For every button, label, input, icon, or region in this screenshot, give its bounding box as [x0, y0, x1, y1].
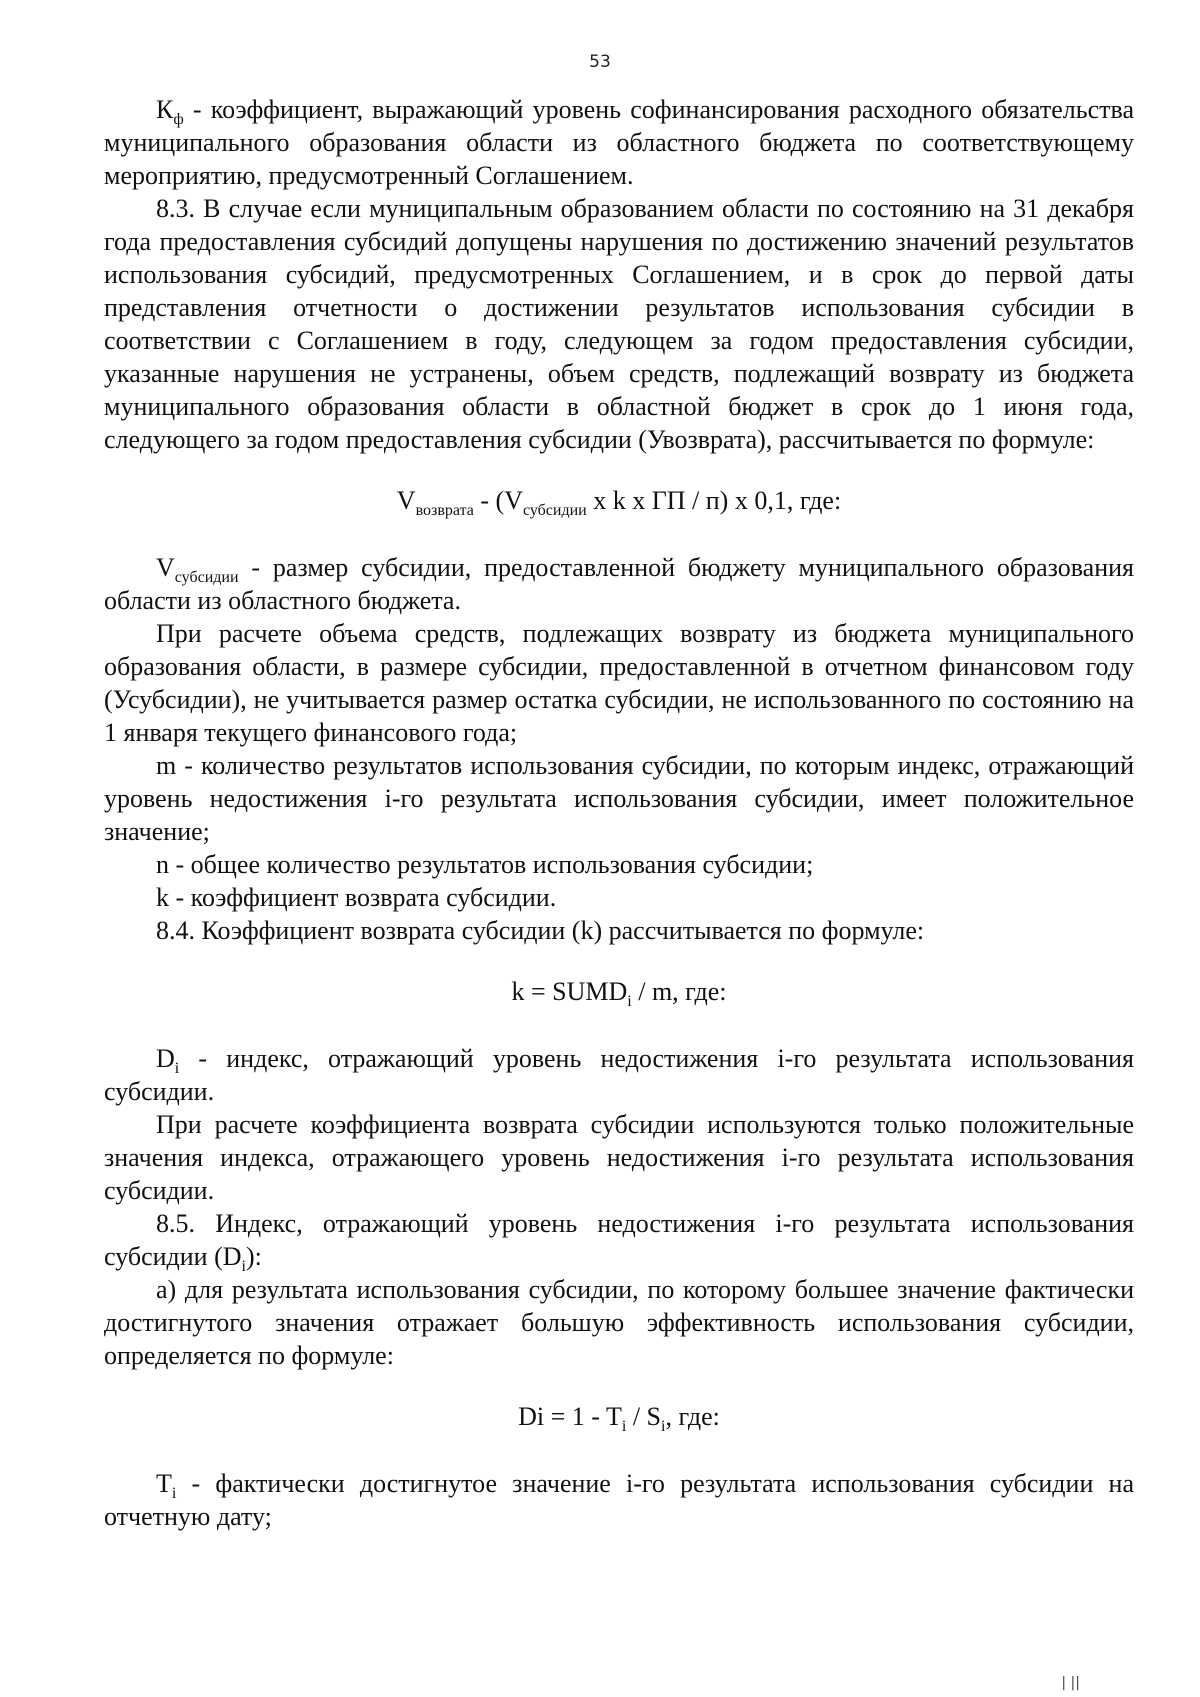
symbol-d: D [156, 1044, 175, 1073]
document-body [104, 93, 1134, 1533]
formula-return-volume [104, 484, 1134, 520]
formula-v: V [396, 486, 416, 515]
symbol-v: V [156, 553, 175, 582]
spacer [104, 1433, 1134, 1467]
page-number: 53 [589, 52, 611, 72]
symbol-kf-subscript: ф [173, 111, 184, 129]
spacer [104, 456, 1134, 484]
paragraph-8-5-tail: ): [245, 1242, 262, 1271]
formula-rest: х k х ГП / п) х 0,1, где: [586, 486, 842, 515]
paragraph-v-subsidy-definition [104, 551, 1134, 617]
formula-di [104, 1400, 1134, 1436]
paragraph-n-definition: n - общее количество результатов использования субсидии; [156, 850, 814, 879]
paragraph-calculation-note: При расчете объема средств, подлежащих возврату из бюджета муниципального образования области, в размере субсидии, предоставленной в отчетном финансовом году (Усубсидии), не учитывается размер остатка субсидии, не использованного по состоянию на 1 января текущего финансового года; [104, 619, 1134, 747]
paragraph-8-3: 8.3. В случае если муниципальным образованием области по состоянию на 31 декабря года предоставления субсидий допущены нарушения по достижению значений результатов использования субсидий, предусмотренных Соглашением, и в срок до первой даты представления отчетности о достижении результатов использования субсидии в соответствии с Соглашением в году, следующем за годом предоставления субсидии, указанные нарушения не устранены, объем средств, подлежащий возврату из бюджета муниципального образования области в областной бюджет в срок до 1 июня года, следующего за годом предоставления субсидии (Увозврата), рассчитывается по формуле: [104, 194, 1134, 454]
ti-definition-text: - фактически достигнутое значение i-го результата использования субсидии на отчетную дату; [104, 1469, 1134, 1531]
paragraph-ti-definition [104, 1467, 1134, 1533]
spacer [104, 517, 1134, 551]
formula-di-s: / S [626, 1402, 662, 1431]
formula-k-subscript: i [627, 993, 632, 1011]
di-definition-text: - индекс, отражающий уровень недостижения i-го результата использования субсидии. [104, 1044, 1134, 1106]
symbol-d-subscript: i [174, 1060, 180, 1078]
paragraph-8-4: 8.4. Коэффициент возврата субсидии (k) рассчитывается по формуле: [156, 916, 925, 945]
spacer [104, 1372, 1134, 1400]
formula-v-subsidy-subscript: субсидии [522, 502, 587, 520]
paragraph-8-5 [104, 1207, 1134, 1276]
v-subsidy-definition-text: - размер субсидии, предоставленной бюджету муниципального образования области из областного бюджета. [104, 553, 1134, 615]
symbol-t: T [156, 1469, 172, 1498]
formula-di-rest: , где: [665, 1402, 720, 1431]
paragraph-k-definition: k - коэффициент возврата субсидии. [156, 883, 557, 912]
formula-di-s-subscript: i [661, 1418, 666, 1436]
paragraph-m-definition: m - количество результатов использования субсидии, по которым индекс, отражающий уровень недостижения i-го результата использования субсидии, имеет положительное значение; [104, 751, 1134, 846]
formula-k [104, 975, 1134, 1011]
formula-k-rest: / m, где: [631, 977, 727, 1006]
symbol-t-subscript: i [171, 1485, 177, 1503]
symbol-v-subscript: субсидии [174, 569, 239, 587]
paragraph-8-5-subscript: i [241, 1258, 246, 1276]
symbol-kf: К [156, 95, 174, 124]
footer-mark: | || [1061, 1675, 1080, 1691]
paragraph-8-5-a: а) для результата использования субсидии, по которому большее значение фактически достигнутого значения отражает большую эффективность использования субсидии, определяется по формуле: [104, 1275, 1134, 1370]
formula-v-subscript: возврата [415, 502, 474, 520]
paragraph-di-definition [104, 1042, 1134, 1108]
formula-di-t-subscript: i [621, 1418, 627, 1436]
spacer [104, 947, 1134, 975]
kf-definition-text: - коэффициент, выражающий уровень софинансирования расходного обязательства муниципального образования области из областного бюджета по соответствующему мероприятию, предусмотренный Соглашением. [104, 95, 1134, 190]
paragraph-8-5-text: 8.5. Индекс, отражающий уровень недостижения i-го результата использования субсидии (D [104, 1209, 1134, 1271]
formula-mid: - (V [473, 486, 523, 515]
paragraph-kf-definition [104, 93, 1134, 192]
formula-di-main: Di = 1 - T [518, 1402, 622, 1431]
paragraph-positive-values-note: При расчете коэффициента возврата субсидии используются только положительные значения индекса, отражающего уровень недостижения i-го результата использования субсидии. [104, 1110, 1134, 1205]
formula-k-main: k = SUMD [511, 977, 628, 1006]
spacer [104, 1008, 1134, 1042]
